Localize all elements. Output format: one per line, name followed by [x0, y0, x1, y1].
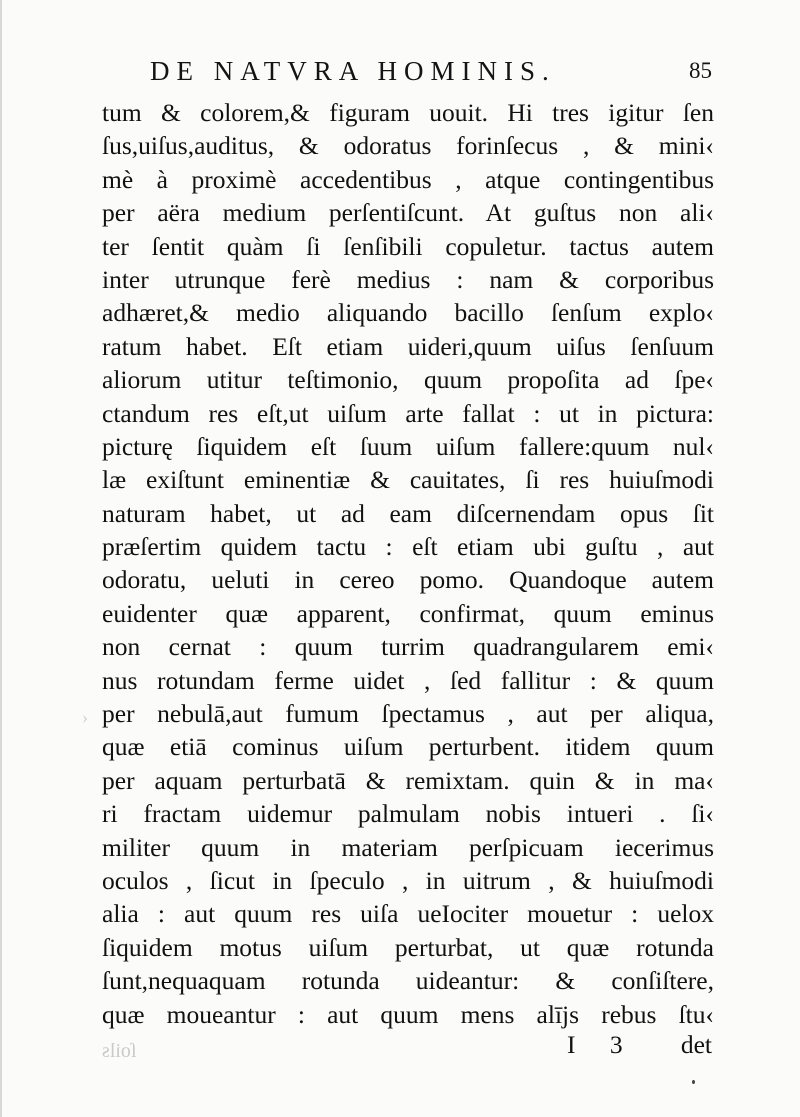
text-line: adhæret,& medio aliquando bacillo ſenſum explo‹	[102, 298, 714, 328]
text-line: mè à proximè accedentibus , atque contingentibus	[102, 164, 714, 194]
catchword: det	[680, 1030, 712, 1059]
text-line: læ exiſtunt eminentiæ & cauitates, ſi res huiuſmodi	[102, 465, 714, 495]
text-line: tum & colorem,& figuram uouit. Hi tres igitur ſen	[102, 98, 714, 127]
text-line: oculos , ſicut in ſpeculo , in uitrum , & huiuſmodi	[102, 865, 714, 895]
text-line: naturam habet, ut ad eam diſcernendam opus ſit	[102, 498, 714, 528]
text-line: per aquam perturbatā & remixtam. quin & in ma‹	[102, 765, 714, 795]
show-through-text: ſoils	[102, 1040, 137, 1062]
text-line: per aëra medium perſentiſcunt. At guſtus non ali‹	[102, 198, 714, 228]
text-line: alia : aut quum res uiſa ueIociter mouetur : uelox	[102, 899, 714, 929]
text-line: aliorum utitur teſtimonio, quum propoſita ad ſpe‹	[102, 365, 714, 395]
signature-mark: I 3	[567, 1030, 637, 1059]
text-line: ſiquidem motus uiſum perturbat, ut quæ rotunda	[102, 932, 714, 962]
text-line: inter utrunque ferè medius : nam & corporibus	[102, 264, 714, 294]
text-line: ctandum res eſt,ut uiſum arte fallat : ut in pictura:	[102, 398, 714, 428]
page-footer	[102, 1030, 714, 1066]
text-line: euidenter quæ apparent, confirmat, quum eminus	[102, 598, 714, 628]
text-line: ſus,uiſus,auditus, & odoratus forinſecus , & mini‹	[102, 131, 714, 161]
ink-speck	[692, 1080, 695, 1084]
page-number: 85	[689, 58, 712, 83]
margin-mark: ›	[82, 707, 88, 727]
text-line: quæ etiā cominus uiſum perturbent. itidem quum	[102, 732, 714, 762]
text-line: ratum habet. Eſt etiam uideri,quum uiſus ſenſuum	[102, 331, 714, 361]
text-line: nus rotundam ferme uidet , ſed fallitur : & quum	[102, 665, 714, 695]
text-line: ſunt,nequaquam rotunda uideantur: & conſiſtere,	[102, 966, 714, 996]
text-line: quæ moueantur : aut quum mens alījs rebus ſtu‹	[102, 999, 714, 1029]
text-line: odoratu, ueluti in cereo pomo. Quandoque autem	[102, 565, 714, 595]
text-line: militer quum in materiam perſpicuam iecerimus	[102, 832, 714, 862]
text-line: ri fractam uidemur palmulam nobis intueri . ſi‹	[102, 799, 714, 829]
text-line: picturę ſiquidem eſt ſuum uiſum fallere:quum nul‹	[102, 431, 714, 461]
body-text	[102, 96, 714, 1031]
text-line: non cernat : quum turrim quadrangularem emi‹	[102, 632, 714, 662]
running-header	[150, 56, 720, 90]
text-line: per nebulā,aut fumum ſpectamus , aut per aliqua,	[102, 699, 714, 729]
text-line: ter ſentit quàm ſi ſenſibili copuletur. tactus autem	[102, 231, 714, 261]
text-line: præſertim quidem tactu : eſt etiam ubi guſtu , aut	[102, 532, 714, 562]
running-title: DE NATVRA HOMINIS.	[150, 56, 556, 86]
